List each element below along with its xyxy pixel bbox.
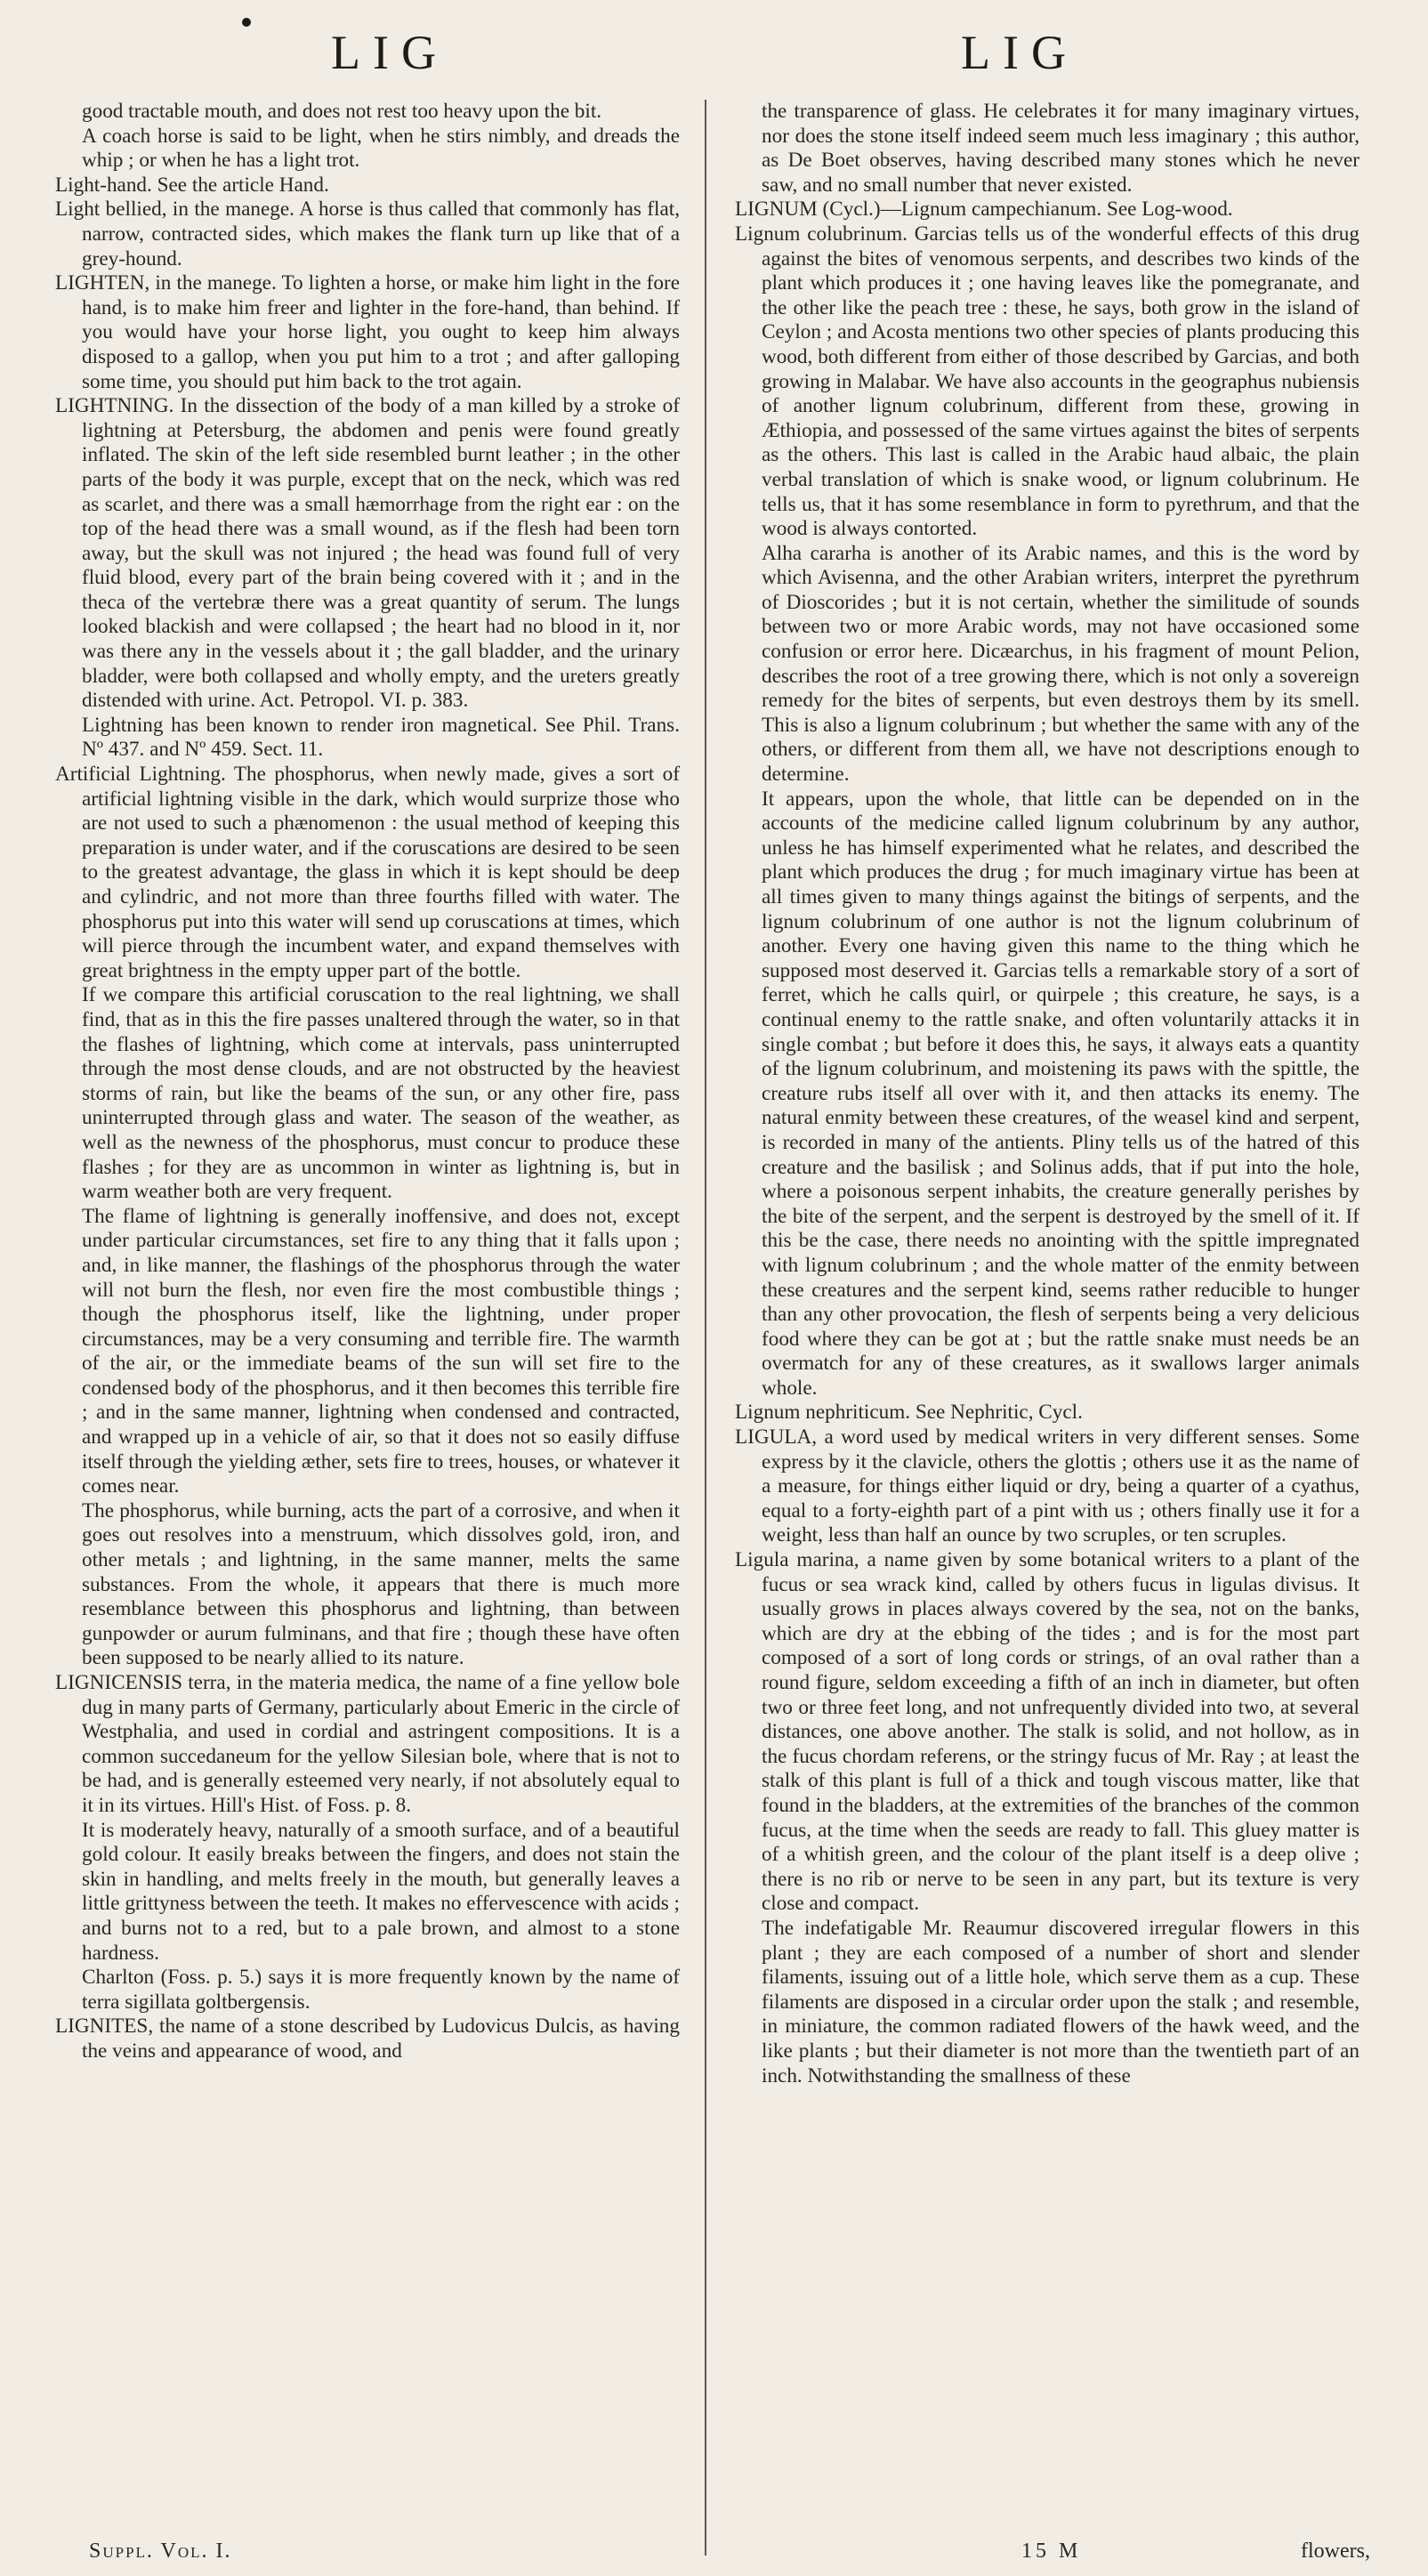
text-paragraph: the transparence of glass. He celebrates it for many imaginary virtues, nor does the stone itself indeed seem much less imaginary ; this author, as De Boet observes, having described many stones which he never saw, and no small number that never existed. bbox=[762, 100, 1359, 197]
running-head-left: LIG bbox=[331, 26, 448, 79]
entry-paragraph: Lignum colubrinum. Garcias tells us of the wonderful effects of this drug against the bites of venomous serpents, and describes two kinds of the plant which produces it ; one having leaves like the pomegranate, and the other like the peach tree : these, he says, both grow in the island of Ceylon ; and Acosta mentions two other species of plants producing this wood, both different from either of those described by Garcias, and both growing in Malabar. We have also accounts in the geographus nubiensis of another lignum colubrinum, different from these, growing in Æthiopia, and possessed of the same virtues against the bites of serpents as the others. This last is called in the Arabic haud albaic, the plain verbal translation of which is snake wood, or lignum colubrinum. He tells us, that it has some resemblance in form to pyrethrum, and that the wood is always contorted. bbox=[735, 222, 1359, 541]
entry-paragraph: Light bellied, in the manege. A horse is thus called that commonly has flat, narrow, contracted sides, which makes the flank turn up like that of a grey-hound. bbox=[55, 198, 680, 271]
entry-paragraph: LIGNITES, the name of a stone described by Ludovicus Dulcis, as having the veins and appearance of wood, and bbox=[55, 2015, 680, 2063]
entry-paragraph: LIGULA, a word used by medical writers in very different senses. Some express by it the clavicle, others the glottis ; others use it as the name of a measure, for things either liquid or dry, being a quarter of a cyathus, equal to a forty-eighth part of a pint with us ; others finally use it for a weight, less than half an ounce by two scruples, or ten scruples. bbox=[735, 1425, 1359, 1547]
entry-paragraph: Artificial Lightning. The phosphorus, when newly made, gives a sort of artificial lightning visible in the dark, which would surprize those who are not used to such a phænomenon : the usual method of keeping this preparation is under water, and if the coruscations are desired to be seen to the greatest advantage, the glass in which it is kept should be deep and cylindric, and not more than three fourths filled with water. The phosphorus put into this water will send up coruscations at times, which will pierce through the incumbent water, and expand themselves with great brightness in the empty upper part of the bottle. bbox=[55, 763, 680, 982]
text-paragraph: It appears, upon the whole, that little can be depended on in the accounts of the medicine called lignum colubrinum by any author, unless he has himself experimented what he relates, and described the plant which produces the drug ; for much imaginary virtue has been at all times given to many things against the bitings of serpents, and the lignum colubrinum of one author is not the lignum colubrinum of another. Every one having given this name to the thing which he supposed most deserved it. Garcias tells a remarkable story of a sort of ferret, which he calls quirl, or quirpele ; this creature, he says, is a continual enemy to the rattle snake, and often voluntarily attacks it in single combat ; but before it does this, he says, it always eats a quantity of the lignum colubrinum, and moistening its paws with the spittle, the creature rubs itself all over with it, and then attacks its enemy. The natural enmity between these creatures, of the weasel kind and serpent, is recorded in many of the antients. Pliny tells us of the hatred of this creature and the basilisk ; and Solinus adds, that if put into the hole, where a poisonous serpent inhabits, the creature generally perishes by the bite of the serpent, and the serpent is destroyed by the smell of it. If this be the case, there needs no anointing with the spittle impregnated with lignum colubrinum ; and the whole matter of the enmity between these creatures and the serpent kind, seems rather reducible to hunger than any other provocation, the flesh of serpents being a very delicious food where they can be got at ; but the rattle snake must needs be an overmatch for any of these creatures, as it swallows larger animals whole. bbox=[762, 787, 1359, 1400]
running-head-right: LIG bbox=[961, 26, 1078, 79]
entry-paragraph: Light-hand. See the article Hand. bbox=[55, 173, 329, 197]
text-paragraph: A coach horse is said to be light, when he stirs nimbly, and dreads the whip ; or when he has a light trot. bbox=[82, 124, 680, 173]
left-column bbox=[55, 100, 680, 2064]
entry-paragraph: Ligula marina, a name given by some botanical writers to a plant of the fucus or sea wrack kind, called by others fucus in ligulas divisus. It usually grows in places always covered by the sea, not on the banks, which are dry at the ebbing of the tides ; and is for the most part composed of a sort of long cords or strings, of an oval rather than a round figure, seldom exceeding a fifth of an inch in diameter, but often two or three feet long, and not unfrequently divided into two, at several distances, one above another. The stalk is solid, and not hollow, as in the fucus chordam referens, or the stringy fucus of Mr. Ray ; at least the stalk of this plant is full of a thick and tough viscous matter, like that found in the bladders, at the extremities of the branches of the common fucus, at the time when the seeds are ready to fall. This gluey matter is of a whitish green, and the colour of the plant itself is a deep olive ; there is no rib or nerve to be seen in any part, but its texture is very close and compact. bbox=[735, 1548, 1359, 1916]
entry-paragraph: LIGHTNING. In the dissection of the body of a man killed by a stroke of lightning at Petersburg, the abdomen and penis were found greatly inflated. The skin of the left side resembled burnt leather ; in the other parts of the body it was purple, except that on the neck, which was red as scarlet, and there was a small hæmorrhage from the right ear : on the top of the head there was a small wound, as if the flesh had been torn away, but the skull was not injured ; the head was found full of very fluid blood, every part of the brain being covered with it ; and in the theca of the vertebræ there was a great quantity of serum. The lungs looked blackish and were collapsed ; the heart had no blood in it, nor was there any in the vessels about it ; the gall bladder, and the urinary bladder, were both collapsed and wholly empty, and the ureters greatly distended with urine. Act. Petropol. VI. p. 383. bbox=[55, 394, 680, 713]
text-paragraph: Alha cararha is another of its Arabic names, and this is the word by which Avisenna, and the other Arabian writers, interpret the pyrethrum of Dioscorides ; but it is not certain, whether the similitude of sounds between two or more Arabic words, may not have occasioned some confusion or error here. Dicæarchus, in his fragment of mount Pelion, describes the root of a tree growing there, which is not only a sovereign remedy for the bites of serpents, but even destroys them by its smell. This is also a lignum colubrinum ; but whether the same with any of the others, or different from them all, we have not descriptions enough to determine. bbox=[762, 541, 1359, 787]
text-paragraph: good tractable mouth, and does not rest too heavy upon the bit. bbox=[82, 100, 602, 123]
entry-paragraph: Lignum nephriticum. See Nephritic, Cycl. bbox=[735, 1401, 1083, 1425]
entry-paragraph: LIGNICENSIS terra, in the materia medica, the name of a fine yellow bole dug in many parts of Germany, particularly about Emeric in the circle of Westphalia, and used in cordial and astringent compositions. It is a common succedaneum for the yellow Silesian bole, where that is not to be had, and is generally esteemed very nearly, if not absolutely equal to it in its virtues. Hill's Hist. of Foss. p. 8. bbox=[55, 1671, 680, 1817]
text-paragraph: It is moderately heavy, naturally of a smooth surface, and of a beautiful gold colour. It easily breaks between the fingers, and does not stain the skin in handling, and melts freely in the mouth, but generally leaves a little grittyness between the teeth. It makes no effervescence with acids ; and burns not to a red, but to a pale brown, and almost to a stone hardness. bbox=[82, 1818, 680, 1965]
right-column bbox=[735, 100, 1359, 2088]
entry-paragraph: LIGHTEN, in the manege. To lighten a horse, or make him light in the fore hand, is to make him freer and lighter in the fore-hand, than behind. If you would have your horse light, you ought to keep him always disposed to a gallop, when you put him to a trot ; and after galloping some time, you should put him back to the trot again. bbox=[55, 271, 680, 393]
text-paragraph: Lightning has been known to render iron magnetical. See Phil. Trans. Nº 437. and Nº 459. Sect. 11. bbox=[82, 713, 680, 762]
footer-volume: Suppl. Vol. I. bbox=[89, 2540, 232, 2563]
text-paragraph: Charlton (Foss. p. 5.) says it is more frequently known by the name of terra sigillata goltbergensis. bbox=[82, 1966, 680, 2014]
text-paragraph: If we compare this artificial coruscation to the real lightning, we shall find, that as in this the fire passes unaltered through the water, so in that the flashes of lightning, which come at intervals, pass uninterrupted through the most dense clouds, and are not obstructed by the heaviest storms of rain, but like the beams of the sun, or any other fire, pass uninterrupted through glass and water. The season of the weather, as well as the newness of the phosphorus, must concur to produce these flashes ; for they are as uncommon in winter as lightning is, but in warm weather both are very frequent. bbox=[82, 983, 680, 1204]
ink-dot bbox=[242, 18, 251, 27]
footer-catchword: flowers, bbox=[1301, 2540, 1370, 2563]
column-rule bbox=[705, 100, 706, 2556]
entry-paragraph: LIGNUM (Cycl.)—Lignum campechianum. See Log-wood. bbox=[735, 198, 1233, 222]
text-paragraph: The phosphorus, while burning, acts the part of a corrosive, and when it goes out resolves into a menstruum, which dissolves gold, iron, and other metals ; and lightning, in the same manner, melts the same substances. From the whole, it appears that there is much more resemblance between this phosphorus and lightning, than between gunpowder or aurum fulminans, and that fire ; though these have often been supposed to be nearly allied to its nature. bbox=[82, 1498, 680, 1670]
text-paragraph: The flame of lightning is generally inoffensive, and does not, except under particular circumstances, set fire to any thing that it falls upon ; and, in like manner, the flashings of the phosphorus through the water will not burn the flesh, nor even fire the most combustible things ; though the phosphorus itself, like the lightning, under proper circumstances, may be a very consuming and terrible fire. The warmth of the air, or the immediate beams of the sun will set fire to the condensed body of the phosphorus, and it then becomes this terrible fire ; and in the same manner, lightning when condensed and contracted, and wrapped up in a vehicle of air, so that it does not so easily diffuse itself through the yielding æther, sets fire to trees, houses, or whatever it comes near. bbox=[82, 1204, 680, 1498]
footer-signature: 15 M bbox=[1021, 2540, 1082, 2563]
text-paragraph: The indefatigable Mr. Reaumur discovered irregular flowers in this plant ; they are each composed of a number of short and slender filaments, issuing out of a little hole, which serve them as a cup. These filaments are disposed in a circular order upon the stalk ; and resemble, in miniature, the common radiated flowers of the hawk weed, and the like plants ; but their diameter is not more than the twentieth part of an inch. Notwithstanding the smallness of these bbox=[762, 1916, 1359, 2087]
